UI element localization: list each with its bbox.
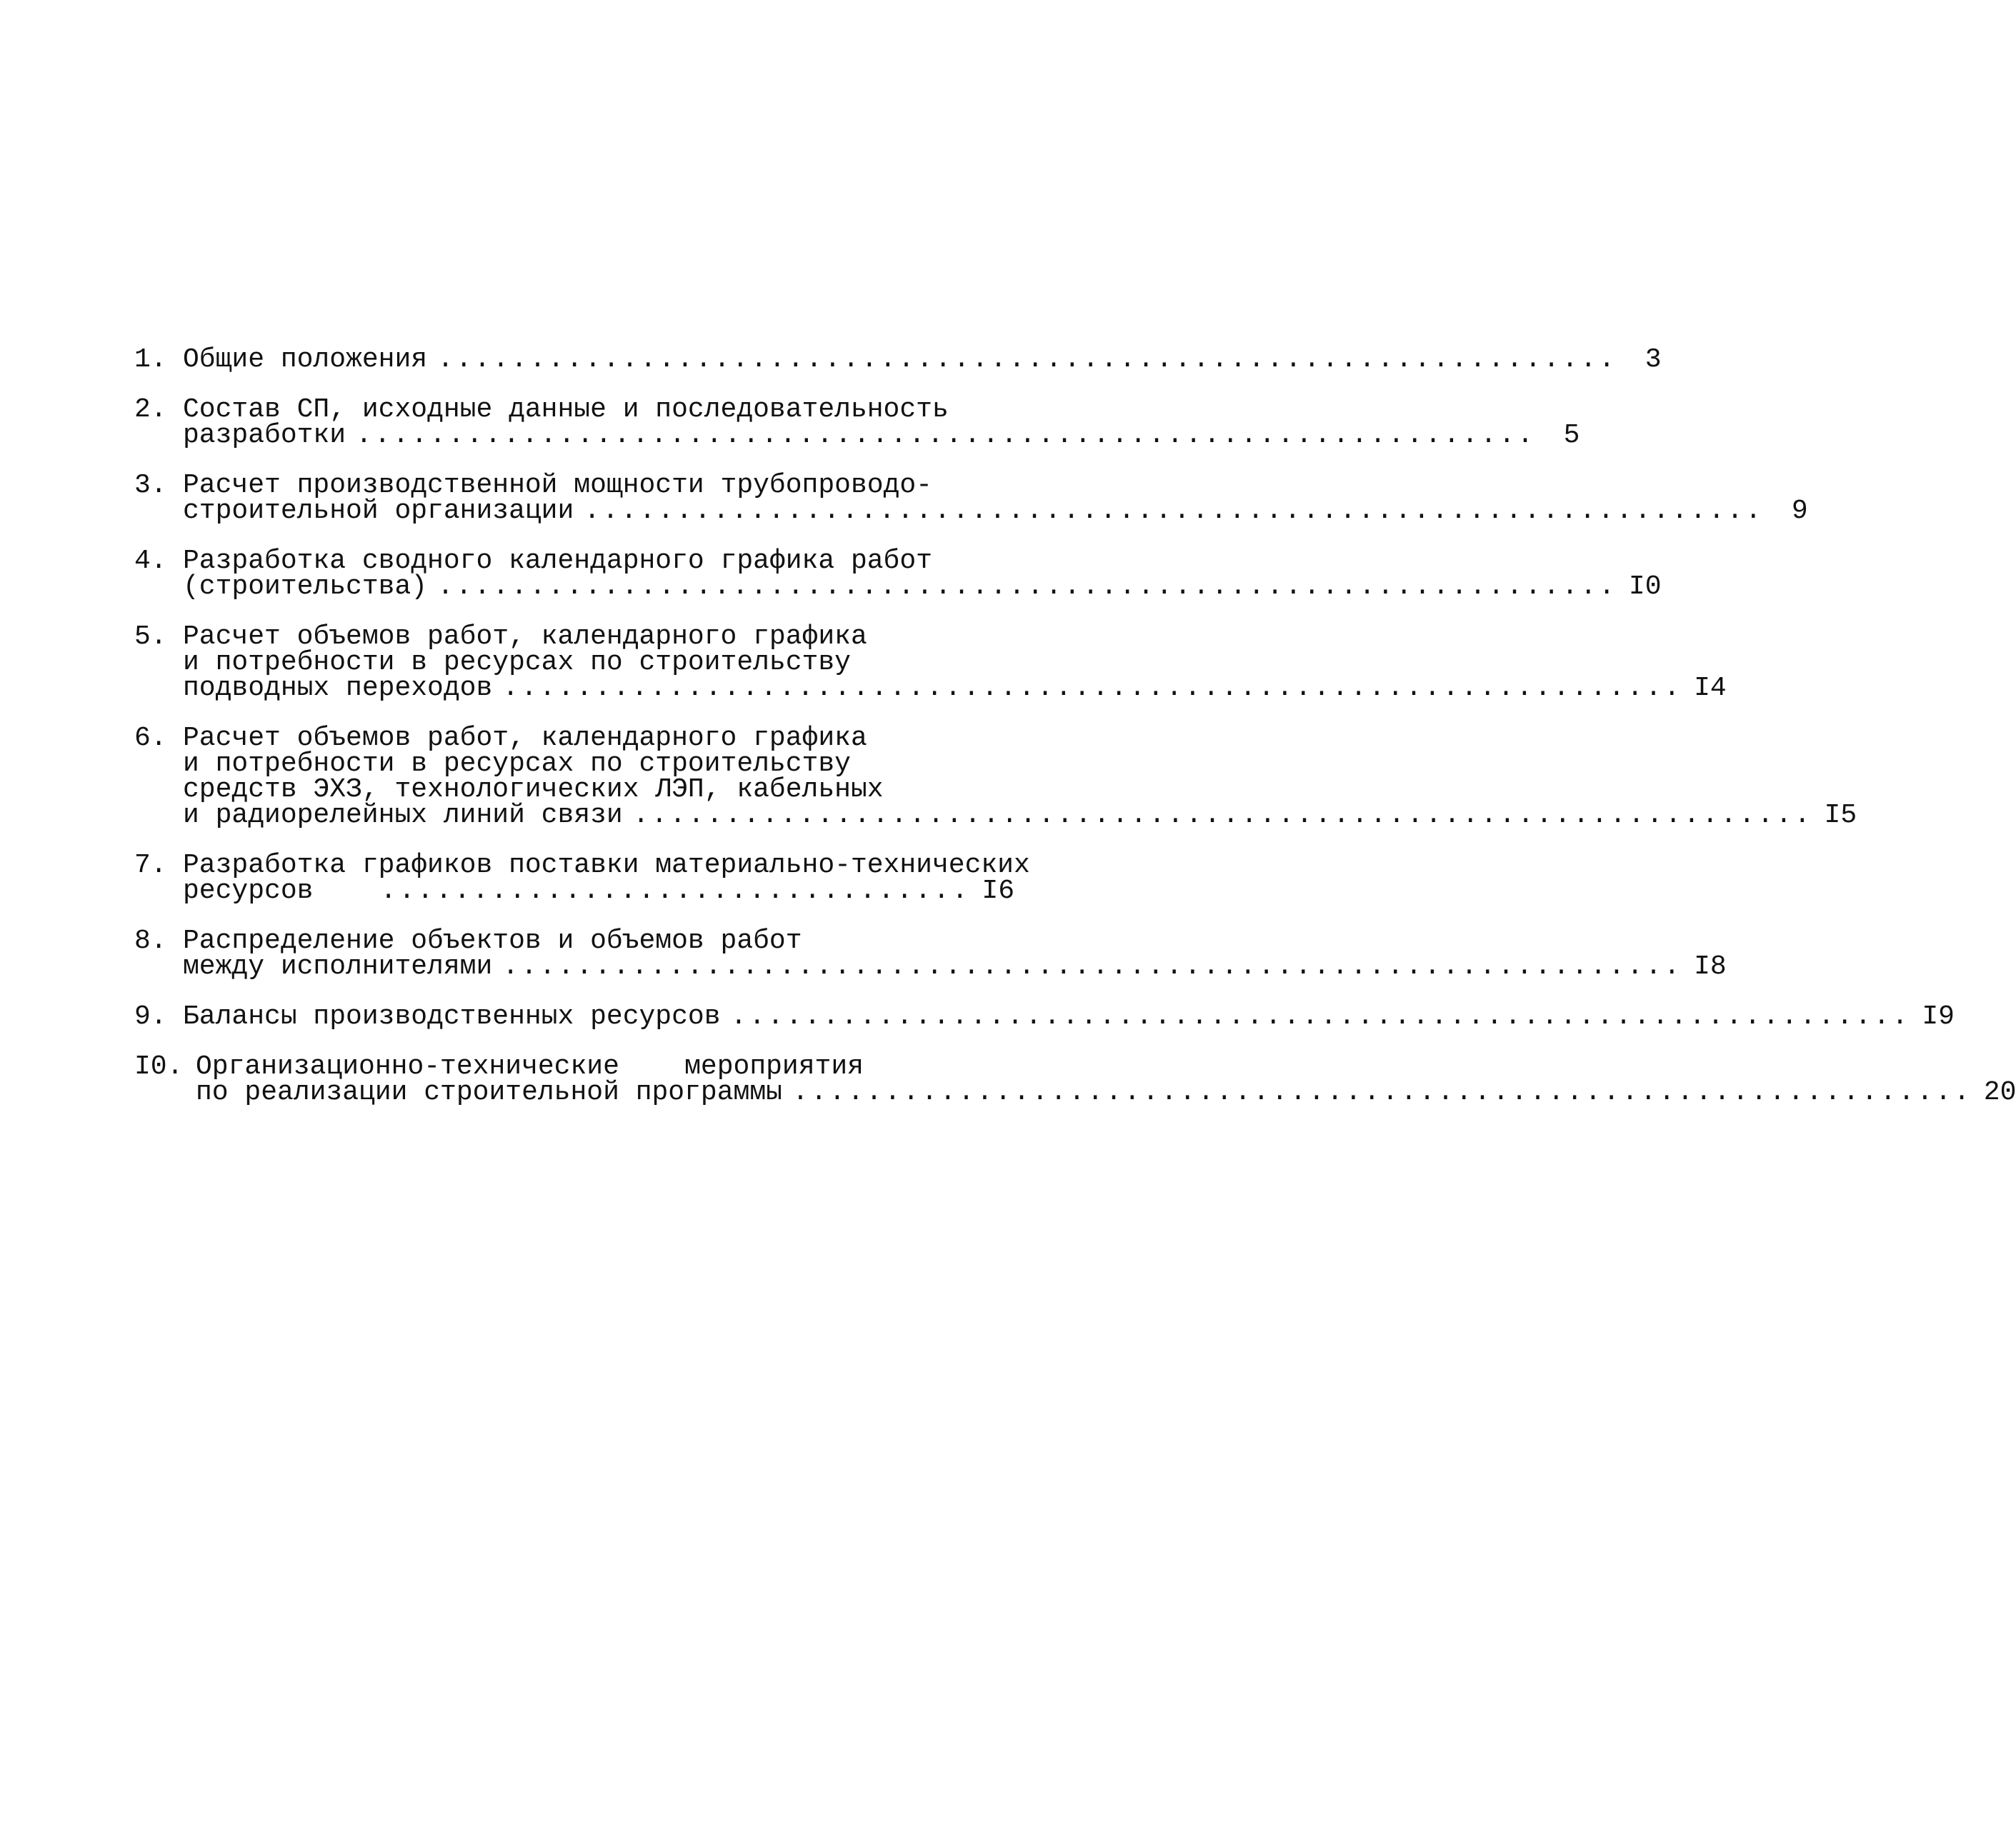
- toc-entry-body: [196, 1051, 2016, 1108]
- toc-entry-title-line: Расчет объемов работ, календарного графика: [183, 621, 867, 652]
- toc-entry-title: разработки: [183, 420, 346, 451]
- toc-entry-title-line: Разработка сводного календарного графика работ: [183, 546, 932, 576]
- toc-entry-number: 6.: [134, 723, 167, 754]
- toc-entry: [134, 546, 1662, 602]
- toc-entry: [134, 723, 1857, 831]
- toc-dot-leader: ................................................................: [502, 951, 1682, 982]
- toc-entry-last-line: [183, 1001, 1955, 1032]
- toc-entry-number: 3.: [134, 470, 167, 501]
- toc-entry-title: Общие положения: [183, 344, 428, 375]
- toc-entry-title-line: Состав СП, исходные данные и последовательность: [183, 394, 949, 425]
- toc-entry-title-line: и потребности в ресурсах по строительству: [183, 749, 851, 779]
- table-of-contents: [134, 344, 2016, 1130]
- toc-entry-number: 4.: [134, 546, 167, 576]
- toc-dot-leader: ................................................................: [584, 496, 1764, 526]
- toc-entry-last-line: [183, 496, 1808, 526]
- toc-dot-leader: ................................................................: [356, 420, 1536, 451]
- toc-entry: [134, 1051, 2016, 1108]
- toc-dot-leader: ................................................................: [437, 571, 1617, 602]
- toc-dot-leader: ................................................................: [632, 800, 1813, 831]
- toc-entry-title-line: Разработка графиков поставки материально-технических: [183, 850, 1030, 881]
- toc-entry-body: [183, 723, 1857, 831]
- toc-entry: [134, 344, 1662, 375]
- toc-entry-body: [183, 394, 1580, 451]
- toc-page-number: I4: [1694, 673, 1727, 704]
- toc-dot-leader: ................................................................: [502, 673, 1682, 704]
- toc-entry-body: [183, 926, 1727, 982]
- toc-entry-body: [183, 621, 1727, 704]
- toc-entry: [134, 621, 1727, 704]
- toc-entry-number: I0.: [134, 1051, 184, 1082]
- toc-entry: [134, 850, 1030, 906]
- toc-entry-number: 2.: [134, 394, 167, 425]
- toc-entry-title: по реализации строительной программы: [196, 1077, 782, 1108]
- toc-entry-title: и радиорелейных линий связи: [183, 800, 623, 831]
- toc-entry-last-line: [183, 344, 1662, 375]
- toc-entry-last-line: [183, 800, 1857, 831]
- toc-entry-title: строительной организации: [183, 496, 574, 526]
- toc-entry-title: ресурсов: [183, 876, 314, 906]
- toc-page-number: 9: [1791, 496, 1808, 526]
- toc-entry-last-line: [183, 673, 1727, 704]
- toc-entry-title-line: и потребности в ресурсах по строительству: [183, 647, 851, 678]
- toc-entry: [134, 470, 1808, 526]
- toc-entry-last-line: [183, 951, 1727, 982]
- toc-entry-title: Балансы производственных ресурсов: [183, 1001, 721, 1032]
- toc-page-number: I8: [1694, 951, 1727, 982]
- toc-entry-body: [183, 470, 1808, 526]
- toc-entry-last-line: [196, 1077, 2016, 1108]
- toc-entry-title: (строительства): [183, 571, 428, 602]
- toc-entry-body: [183, 850, 1030, 906]
- toc-page-number: I9: [1922, 1001, 1955, 1032]
- toc-entry-number: 9.: [134, 1001, 167, 1032]
- toc-entry-body: [183, 546, 1662, 602]
- toc-page-number: 5: [1563, 420, 1580, 451]
- toc-page-number: I6: [982, 876, 1014, 906]
- toc-entry-title-line: Расчет производственной мощности трубопроводо-: [183, 470, 932, 501]
- toc-dot-leader: ................................................................: [792, 1077, 1972, 1108]
- toc-entry-number: 7.: [134, 850, 167, 881]
- toc-page-number: 20: [1983, 1077, 2016, 1108]
- toc-entry-number: 8.: [134, 926, 167, 956]
- toc-entry-last-line: [183, 876, 1014, 906]
- toc-entry-title-line: средств ЭХЗ, технологических ЛЭП, кабельных: [183, 774, 884, 805]
- toc-entry-title-line: Организационно-технические мероприятия: [196, 1051, 864, 1082]
- toc-page-number: I5: [1824, 800, 1857, 831]
- toc-entry-title: между исполнителями: [183, 951, 493, 982]
- toc-dot-leader: ................................: [380, 876, 970, 906]
- toc-entry-title-line: Расчет объемов работ, календарного графика: [183, 723, 867, 754]
- toc-dot-leader: ................................................................: [730, 1001, 1910, 1032]
- toc-entry-last-line: [183, 420, 1580, 451]
- toc-entry: [134, 926, 1727, 982]
- toc-entry-body: [183, 344, 1662, 375]
- toc-entry-number: 5.: [134, 621, 167, 652]
- toc-entry: [134, 1001, 1955, 1032]
- toc-entry-last-line: [183, 571, 1662, 602]
- toc-page-number: I0: [1628, 571, 1662, 602]
- toc-entry-title: подводных переходов: [183, 673, 493, 704]
- toc-entry-number: 1.: [134, 344, 167, 375]
- toc-dot-leader: ................................................................: [437, 344, 1617, 375]
- toc-entry-title-line: Распределение объектов и объемов работ: [183, 926, 802, 956]
- toc-page-number: 3: [1645, 344, 1662, 375]
- toc-entry-body: [183, 1001, 1955, 1032]
- toc-entry: [134, 394, 1580, 451]
